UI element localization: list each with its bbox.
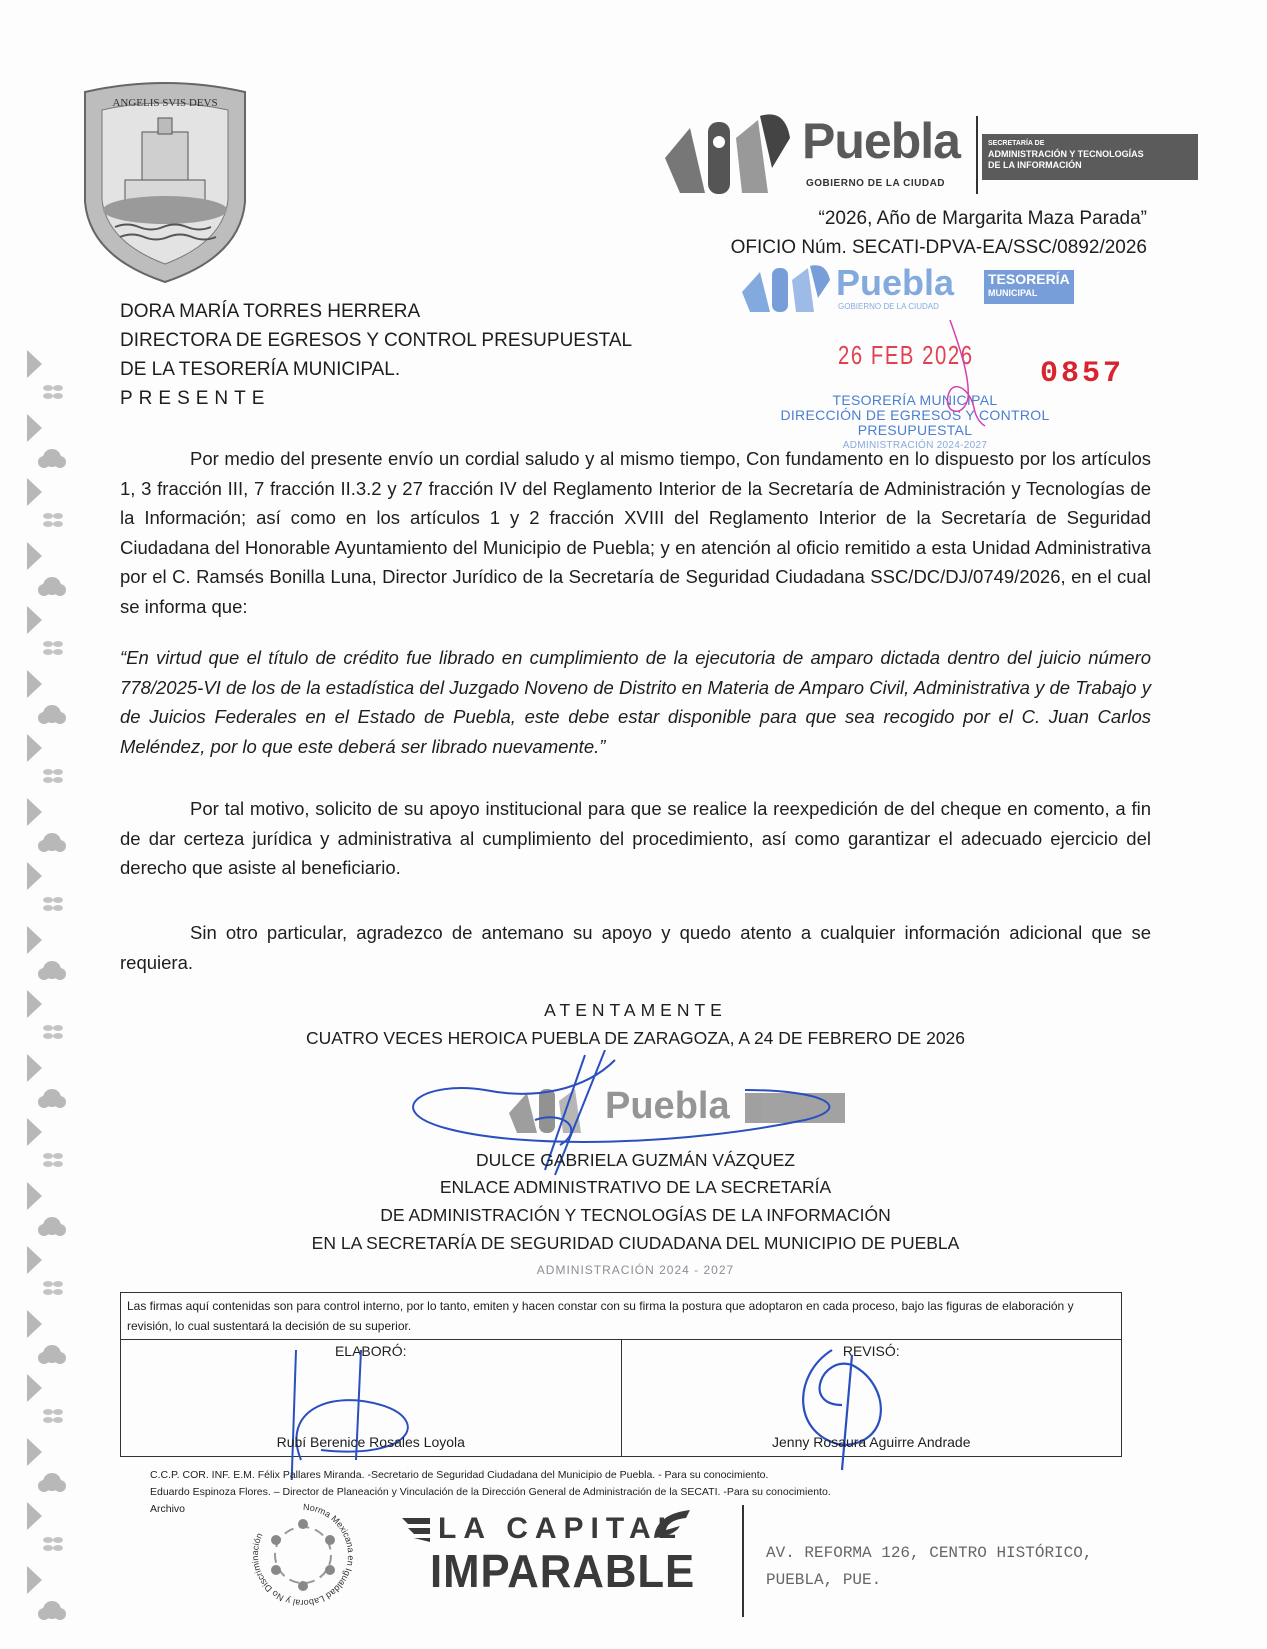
sig-stamp-box <box>745 1093 845 1123</box>
salutation: PRESENTE <box>120 388 271 409</box>
year-motto: “2026, Año de Margarita Maza Parada” <box>818 208 1147 229</box>
signer-name: DULCE GABRIELA GUZMÁN VÁZQUEZ <box>476 1150 795 1170</box>
municipal-seal-icon <box>80 82 250 287</box>
border-leaf <box>43 1153 63 1167</box>
elaboro-signature <box>261 1350 461 1480</box>
footer-divider <box>742 1505 744 1617</box>
border-leaf <box>43 385 63 399</box>
border-triangle <box>27 1182 42 1210</box>
border-flower <box>38 961 66 980</box>
border-triangle <box>27 1374 42 1402</box>
stamp-admin: ADMINISTRACIÓN 2024-2027 <box>842 440 988 451</box>
border-flower <box>38 449 66 468</box>
stamp-line: PRESUPUESTAL <box>857 422 973 438</box>
received-date: 26 FEB 2026 <box>838 340 974 370</box>
addressee-block <box>120 297 632 413</box>
body-paragraph-1: Por medio del presente envío un cordial saludo y al mismo tiempo, Con fundamento en lo dispuesto por los artículos 1, 3 fracción III, 7 fracción II.3.2 y 27 fracción IV del Reglamento Interior de la Secretaría de Administración y Tecnologías de la Información; así como en los artículos 1 y 2 fracción XVIII del Reglamento Interior de la Secretaría de Seguridad Ciudadana del Honorable Ayuntamiento del Municipio de Puebla; y en atención al oficio remitido a esta Unidad Administrativa por el C. Ramsés Bonilla Luna, Director Jurídico de la Secretaría de Seguridad Ciudadana SSC/DC/DJ/0749/2026, en el cual se informa que: <box>120 448 1151 617</box>
sig-stamp-wordmark: Puebla <box>605 1085 730 1127</box>
border-triangle <box>27 1118 42 1146</box>
address-line: AV. REFORMA 126, CENTRO HISTÓRICO, <box>766 1544 1093 1562</box>
signer-title-3: EN LA SECRETARÍA DE SEGURIDAD CIUDADANA DEL MUNICIPIO DE PUEBLA <box>311 1233 960 1253</box>
border-leaf <box>43 641 63 655</box>
border-triangle <box>27 798 42 826</box>
border-flower <box>38 833 66 852</box>
secretariat-line: SECRETARÍA DE <box>988 140 1045 147</box>
signer-title-1: ENLACE ADMINISTRATIVO DE LA SECRETARÍA <box>439 1177 832 1197</box>
puebla-emblem-icon <box>738 262 833 314</box>
norma-text: Norma Mexicana en Igualdad Laboral y No Discriminación <box>249 1501 357 1609</box>
puebla-secati-logo <box>660 108 1200 198</box>
secretariat-line: ADMINISTRACIÓN Y TECNOLOGÍAS <box>988 149 1144 159</box>
border-triangle <box>27 1246 42 1274</box>
border-triangle <box>27 1438 42 1466</box>
addressee-name: DORA MARÍA TORRES HERRERA <box>120 301 421 322</box>
stamp-logo-subtitle: GOBIERNO DE LA CIUDAD <box>838 302 939 311</box>
logo-wordmark: Puebla <box>802 113 960 169</box>
signer-title-2: DE ADMINISTRACIÓN Y TECNOLOGÍAS DE LA INFORMACIÓN <box>380 1205 891 1225</box>
border-triangle <box>27 606 42 634</box>
border-flower <box>38 577 66 596</box>
border-flower <box>38 1089 66 1108</box>
slogan-line-2: IMPARABLE <box>430 1545 696 1597</box>
seal-motto-text: ANGELIS SVIS DEVS <box>112 97 218 109</box>
stamp-logo-wordmark: Puebla <box>836 262 955 303</box>
place-and-date: CUATRO VECES HEROICA PUEBLA DE ZARAGOZA, A 24 DE FEBRERO DE 2026 <box>305 1028 966 1048</box>
border-triangle <box>27 1566 42 1594</box>
border-flower <box>38 1345 66 1364</box>
ccp-line: Archivo <box>150 1503 186 1515</box>
quoted-text: “En virtud que el título de crédito fue librado en cumplimiento de la ejecutoria de amparo dictada dentro del juicio número 778/2025-VI de los de la estadística del Juzgado Noveno de Distrito en Materia de Amparo Civil, Administrativa y de Trabajo y de Juicios Federales en el Estado de Puebla, este debe estar disponible para que sea recogido por el C. Juan Carlos Meléndez, por lo que este deberá ser librado nuevamente.” <box>120 647 1151 757</box>
body-paragraph-2: Por tal motivo, solicito de su apoyo institucional para que se realice la reexpedición de del cheque en comento, a fin de dar certeza jurídica y administrativa al cumplimiento del procedimiento, así como garantizar el adecuado ejercicio del derecho que asiste al beneficiario. <box>120 798 1151 878</box>
border-flower <box>38 1473 66 1492</box>
slogan-line-1: LA CAPITAL <box>438 1512 683 1545</box>
border-leaf <box>43 1025 63 1039</box>
puebla-emblem-icon <box>660 108 800 196</box>
border-triangle <box>27 862 42 890</box>
approvals-note: Las firmas aquí contenidas son para control interno, por lo tanto, emiten y hacen constar con su firma la postura que adoptaron en cada proceso, bajo las figuras de elaboración y revisión, lo cual sustentará la decisión de su superior. <box>121 1293 1121 1340</box>
stamp-line: TESORERÍA MUNICIPAL <box>832 392 998 408</box>
border-triangle <box>27 1310 42 1338</box>
stamp-administration: ADMINISTRACIÓN 2024 - 2027 <box>536 1263 735 1277</box>
body-paragraph-3: Sin otro particular, agradezco de antemano su apoyo y quedo atento a cualquier información adicional que se requiera. <box>120 922 1151 973</box>
elaboro-cell <box>121 1340 621 1456</box>
ccp-line: C.C.P. COR. INF. E.M. Félix Pallares Miranda. -Secretario de Seguridad Ciudadana del Municipio de Puebla. - Para su conocimiento. <box>150 1469 769 1481</box>
received-folio: 0857 <box>1040 357 1125 391</box>
addressee-title: DIRECTORA DE EGRESOS Y CONTROL PRESUPUESTAL <box>120 330 633 351</box>
elaboro-name: Rubí Berenice Rosales Loyola <box>276 1434 465 1450</box>
border-leaf <box>43 1409 63 1423</box>
norma-igualdad-seal-icon <box>248 1500 358 1610</box>
border-leaf <box>43 513 63 527</box>
border-leaf <box>43 1537 63 1551</box>
svg-text:Norma Mexicana en Igualdad Lab <box>250 1502 356 1608</box>
border-leaf <box>43 1281 63 1295</box>
border-triangle <box>27 542 42 570</box>
border-leaf <box>43 897 63 911</box>
border-triangle <box>27 670 42 698</box>
closing-atentamente: ATENTAMENTE <box>544 1000 727 1020</box>
stamp-line: DIRECCIÓN DE EGRESOS Y CONTROL <box>780 407 1050 423</box>
treasury-received-stamp <box>738 262 1078 314</box>
border-leaf <box>43 769 63 783</box>
left-wing-icon <box>400 1514 434 1544</box>
border-triangle <box>27 990 42 1018</box>
footer-address <box>766 1540 1092 1594</box>
decorative-border <box>22 350 72 1640</box>
address-line: PUEBLA, PUE. <box>766 1571 882 1589</box>
puebla-emblem-icon <box>505 1085 600 1135</box>
border-triangle <box>27 350 42 378</box>
right-wing-icon <box>650 1508 694 1544</box>
reviso-label: REVISÓ: <box>842 1343 900 1359</box>
border-triangle <box>27 734 42 762</box>
border-triangle <box>27 414 42 442</box>
logo-subtitle: GOBIERNO DE LA CIUDAD <box>806 178 946 189</box>
ccp-line: Eduardo Espinoza Flores. – Director de Planeación y Vinculación de la Dirección General de Administración de la SECATI. -Para su conocimiento. <box>150 1486 831 1498</box>
border-flower <box>38 705 66 724</box>
treasury-box-subtitle: MUNICIPAL <box>988 288 1038 298</box>
border-triangle <box>27 926 42 954</box>
treasury-box <box>984 270 1074 304</box>
secati-signature-stamp <box>505 1085 855 1135</box>
reviso-cell <box>621 1340 1122 1456</box>
approvals-row <box>121 1340 1121 1456</box>
reviso-name: Jenny Rosaura Aguirre Andrade <box>772 1434 971 1450</box>
border-triangle <box>27 1054 42 1082</box>
elaboro-label: ELABORÓ: <box>334 1343 407 1359</box>
addressee-department: DE LA TESORERÍA MUNICIPAL. <box>120 359 401 380</box>
reviso-signature <box>782 1345 922 1475</box>
treasury-box-title: TESORERÍA <box>988 271 1070 287</box>
oficio-number: OFICIO Núm. SECATI-DPVA-EA/SSC/0892/2026 <box>730 237 1147 258</box>
approvals-table <box>120 1292 1122 1457</box>
logo-divider <box>976 116 978 194</box>
capital-imparable-logo <box>400 1508 700 1604</box>
border-flower <box>38 1601 66 1620</box>
border-triangle <box>27 478 42 506</box>
secretariat-line: DE LA INFORMACIÓN <box>988 160 1082 170</box>
secretariat-box <box>982 134 1198 180</box>
border-flower <box>38 1217 66 1236</box>
border-triangle <box>27 1502 42 1530</box>
